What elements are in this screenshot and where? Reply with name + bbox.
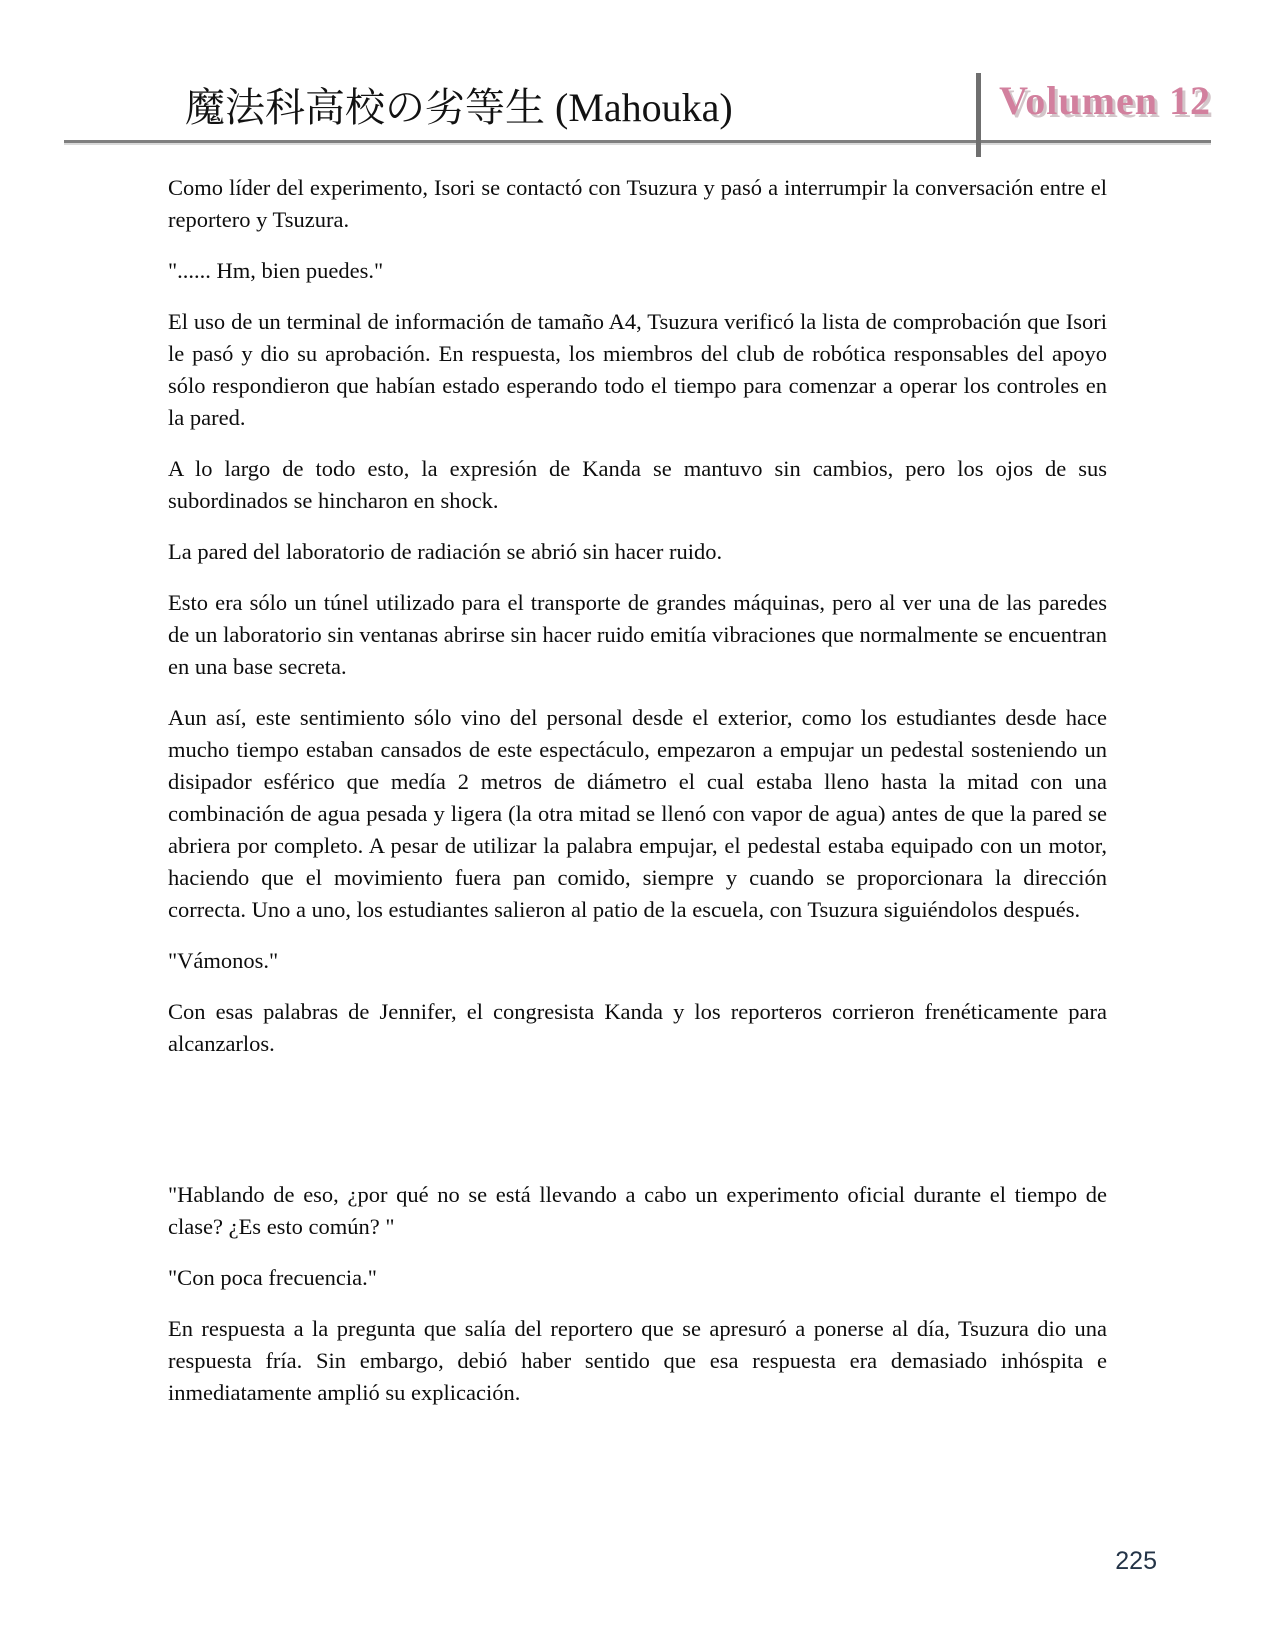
book-title: 魔法科高校の劣等生 (Mahouka)	[185, 85, 733, 130]
paragraph: "Con poca frecuencia."	[168, 1265, 377, 1290]
paragraph: A lo largo de todo esto, la expresión de Kanda se mantuvo sin cambios, pero los ojos de sus subordinados se hincharon en shock.	[168, 456, 1107, 513]
page-header	[0, 0, 1275, 145]
volume-label: Volumen 12	[999, 78, 1211, 123]
paragraph: Aun así, este sentimiento sólo vino del personal desde el exterior, como los estudiantes desde hace mucho tiempo estaban cansados de este espectáculo, empezaron a empujar un pedestal sosteniendo un disipador esférico que medía 2 metros de diámetro el cual estaba lleno hasta la mitad con una combinación de agua pesada y ligera (la otra mitad se llenó con vapor de agua) antes de que la pared se abriera por completo. A pesar de utilizar la palabra empujar, el pedestal estaba equipado con un motor, haciendo que el movimiento fuera pan comido, siempre y cuando se proporcionara la dirección correcta. Uno a uno, los estudiantes salieron al patio de la escuela, con Tsuzura siguiéndolos después.	[168, 705, 1107, 922]
scene-break	[168, 1079, 1107, 1179]
paragraph: El uso de un terminal de información de tamaño A4, Tsuzura verificó la lista de comprobación que Isori le pasó y dio su aprobación. En respuesta, los miembros del club de robótica responsables del apoyo sólo respondieron que habían estado esperando todo el tiempo para comenzar a operar los controles en la pared.	[168, 309, 1107, 430]
header-rule	[64, 140, 1211, 145]
paragraph: Con esas palabras de Jennifer, el congresista Kanda y los reporteros corrieron frenéticamente para alcanzarlos.	[168, 999, 1107, 1056]
paragraph: "...... Hm, bien puedes."	[168, 258, 384, 283]
paragraph: "Hablando de eso, ¿por qué no se está llevando a cabo un experimento oficial durante el tiempo de clase? ¿Es esto común? "	[168, 1182, 1107, 1239]
page-number: 225	[1115, 1547, 1157, 1575]
page-body	[168, 172, 1107, 1409]
paragraph: En respuesta a la pregunta que salía del reportero que se apresuró a ponerse al día, Tsuzura dio una respuesta fría. Sin embargo, debió haber sentido que esa respuesta era demasiado inhóspita e inmediatamente amplió su explicación.	[168, 1316, 1107, 1405]
paragraph: La pared del laboratorio de radiación se abrió sin hacer ruido.	[168, 539, 723, 564]
header-divider	[976, 73, 981, 157]
paragraph: Esto era sólo un túnel utilizado para el transporte de grandes máquinas, pero al ver una de las paredes de un laboratorio sin ventanas abrirse sin hacer ruido emitía vibraciones que normalmente se encuentran en una base secreta.	[168, 590, 1107, 679]
paragraph: "Vámonos."	[168, 948, 279, 973]
header-title-row	[0, 0, 1275, 140]
paragraph: Como líder del experimento, Isori se contactó con Tsuzura y pasó a interrumpir la conversación entre el reportero y Tsuzura.	[168, 175, 1107, 232]
